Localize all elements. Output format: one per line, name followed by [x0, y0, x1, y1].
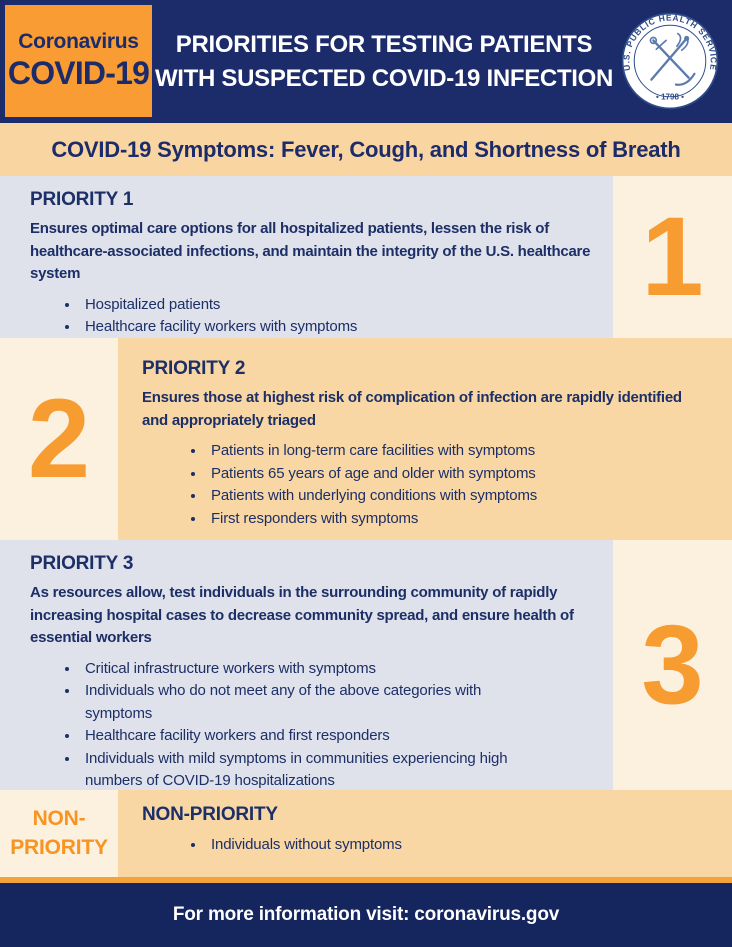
badge-coronavirus-label: Coronavirus [18, 30, 139, 53]
priority-3-number: 3 [641, 602, 704, 727]
list-item: • Critical infrastructure workers with symptoms [80, 658, 540, 681]
priority-1-content [0, 176, 613, 338]
footer-info-text: For more information visit: coronavirus.gov [172, 904, 560, 925]
symptoms-banner-text: COVID-19 Symptoms: Fever, Cough, and Shortness of Breath [51, 136, 681, 162]
non-priority-bullet-list [142, 834, 718, 857]
non-priority-content [118, 790, 732, 877]
header [0, 0, 732, 123]
covid19-badge [5, 5, 152, 117]
page-title-line1: PRIORITIES FOR TESTING PATIENTS [175, 31, 593, 59]
list-item: • Hospitalized patients [80, 294, 599, 317]
footer [0, 883, 732, 947]
priority-3-label: PRIORITY 3 [30, 553, 134, 574]
priority-2-number-column [0, 338, 118, 540]
seal-year-text: • 1798 • [656, 92, 684, 102]
non-priority-label: NON-PRIORITY [142, 804, 278, 825]
priority-2-description: Ensures those at highest risk of complication of infection are rapidly identified and appropriately triaged [142, 389, 682, 429]
page-title [154, 0, 614, 123]
list-item: • Individuals who do not meet any of the above categories with symptoms [80, 680, 540, 725]
list-item: • Individuals with mild symptoms in communities experiencing high numbers of COVID-19 hospitalizations [80, 748, 540, 793]
priority-1-description: Ensures optimal care options for all hospitalized patients, lessen the risk of healthcare-associated infections, and maintain the integrity of the U.S. healthcare system [30, 220, 591, 282]
priority-3-number-column [613, 540, 732, 790]
list-item: • Patients in long-term care facilities with symptoms [206, 440, 718, 463]
non-priority-section [0, 790, 732, 877]
badge-covid19-label: COVID-19 [7, 55, 150, 91]
priority-1-bullet-list [30, 294, 599, 339]
list-item: • Patients 65 years of age and older with symptoms [206, 463, 718, 486]
list-item: • Healthcare facility workers with symptoms [80, 316, 599, 339]
non-priority-side-label [10, 805, 108, 862]
seal-svg [621, 12, 719, 110]
priority-1-number-column [613, 176, 732, 338]
priority-3-section [0, 540, 732, 790]
priority-1-section [0, 176, 732, 338]
priority-3-description: As resources allow, test individuals in the surrounding community of rapidly increasing hospital cases to decrease community spread, and ensure health of essential workers [30, 584, 574, 646]
priority-1-number: 1 [641, 194, 704, 319]
priority-2-bullet-list [142, 440, 718, 530]
list-item: • Healthcare facility workers and first responders [80, 725, 540, 748]
priority-2-content [118, 338, 732, 540]
page-title-line2: WITH SUSPECTED COVID-19 INFECTION [154, 64, 614, 92]
list-item: • First responders with symptoms [206, 508, 718, 531]
priority-3-content [0, 540, 613, 790]
non-priority-side-label-line1: NON- [32, 807, 86, 831]
priority-1-label: PRIORITY 1 [30, 189, 134, 210]
list-item: • Patients with underlying conditions with symptoms [206, 485, 718, 508]
seal-rim-text: U.S. PUBLIC HEALTH SERVICE [621, 12, 719, 72]
list-item: • Individuals without symptoms [206, 834, 718, 857]
symptoms-banner [0, 123, 732, 176]
priority-2-label: PRIORITY 2 [142, 358, 246, 379]
public-health-service-seal-icon [621, 12, 719, 110]
non-priority-side-label-line2: PRIORITY [10, 835, 108, 859]
priority-2-section [0, 338, 732, 540]
priority-3-bullet-list [30, 658, 599, 793]
priority-2-number: 2 [27, 376, 91, 501]
non-priority-side-column [0, 790, 118, 877]
